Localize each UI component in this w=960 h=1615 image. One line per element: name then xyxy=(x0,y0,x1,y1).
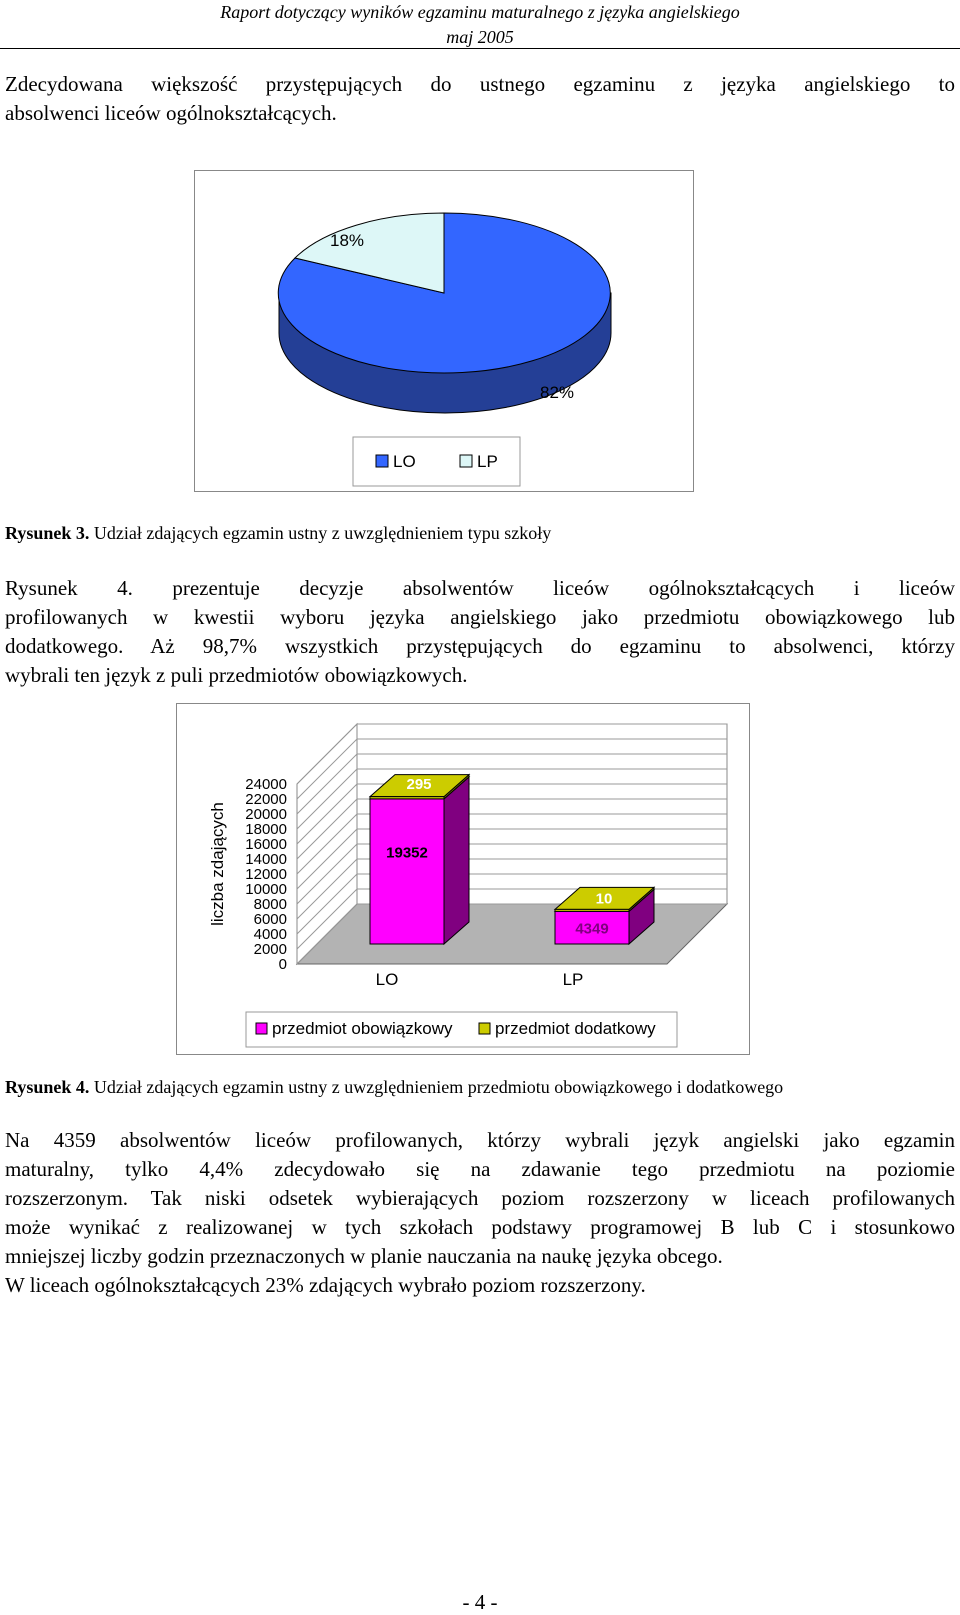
y-tick-label: 0 xyxy=(278,956,287,973)
pie-label-lo: 82% xyxy=(540,383,575,402)
figure3-caption xyxy=(5,522,551,544)
y-tick-label: 22000 xyxy=(245,791,287,808)
legend-swatch-lp xyxy=(460,455,472,467)
caption-text: Udział zdających egzamin ustny z uwzględnieniem typu szkoły xyxy=(89,523,552,543)
text-line: absolwenci liceów ogólnokształcących. xyxy=(5,101,337,125)
x-tick-label-lo: LO xyxy=(375,970,399,989)
y-axis-label: liczba zdających xyxy=(208,802,227,926)
y-tick-label: 12000 xyxy=(245,866,287,883)
x-tick-label-lp: LP xyxy=(562,970,584,989)
y-tick-label: 14000 xyxy=(245,851,287,868)
text-line: Zdecydowana większość przystępujących do ustnego egzaminu z języka angielskiego to xyxy=(5,72,955,96)
y-axis-ticks xyxy=(245,776,287,973)
legend-label-optional: przedmiot dodatkowy xyxy=(495,1019,656,1038)
caption-text: Udział zdających egzamin ustny z uwzględnieniem przedmiotu obowiązkowego i dodatkowego xyxy=(89,1077,784,1097)
text-line: dodatkowego. Aż 98,7% wszystkich przystępujących do egzaminu to absolwenci, którzy xyxy=(5,634,955,658)
text-line: może wynikać z realizowanej w tych szkołach podstawy programowej B lub C i stosunkowo xyxy=(5,1215,955,1239)
legend-label-mandatory: przedmiot obowiązkowy xyxy=(272,1019,453,1038)
text-line: rozszerzonym. Tak niski odsetek wybierających poziom rozszerzony w liceach profilowanych xyxy=(5,1186,955,1210)
bar-lo-series0 xyxy=(370,799,444,944)
text-line: mniejszej liczby godzin przeznaczonych w planie nauczania na naukę języka obcego. xyxy=(5,1244,723,1268)
y-tick-label: 24000 xyxy=(245,776,287,793)
legend-swatch-mandatory xyxy=(256,1023,267,1034)
data-label-lo-optional: 295 xyxy=(406,775,432,793)
text-line: Na 4359 absolwentów liceów profilowanych, którzy wybrali język angielski jako egzamin xyxy=(5,1128,955,1152)
figure3-chart-frame xyxy=(194,170,694,492)
y-tick-label: 18000 xyxy=(245,821,287,838)
figure4-bar-chart xyxy=(177,704,749,1054)
figure4-caption xyxy=(5,1076,783,1098)
pie-label-lp: 18% xyxy=(330,231,365,250)
y-tick-label: 20000 xyxy=(245,806,287,823)
y-tick-label: 4000 xyxy=(253,926,287,943)
data-label-lp-mandatory: 4349 xyxy=(575,920,609,938)
text-line: Rysunek 4. prezentuje decyzje absolwentów liceów ogólnokształcących i liceów xyxy=(5,576,955,600)
text-line: W liceach ogólnokształcących 23% zdających wybrało poziom rozszerzony. xyxy=(5,1273,646,1297)
figure4-intro-paragraph xyxy=(5,574,955,690)
y-tick-label: 10000 xyxy=(245,881,287,898)
bar-lo-series0-side xyxy=(444,777,469,944)
figure4-chart-frame xyxy=(176,703,750,1055)
page-header xyxy=(0,0,960,50)
bar-lo-series1 xyxy=(370,797,444,799)
header-date: maj 2005 xyxy=(446,27,514,47)
y-tick-label: 6000 xyxy=(253,911,287,928)
y-tick-label: 16000 xyxy=(245,836,287,853)
y-tick-label: 2000 xyxy=(253,941,287,958)
text-line: maturalny, tylko 4,4% zdecydowało się na zdawanie tego przedmiotu na poziomie xyxy=(5,1157,955,1181)
legend-swatch-optional xyxy=(479,1023,490,1034)
text-line: wybrali ten język z puli przedmiotów obowiązkowych. xyxy=(5,663,468,687)
header-divider xyxy=(0,48,960,49)
data-label-lo-mandatory: 19352 xyxy=(386,844,428,862)
figure3-pie-chart xyxy=(195,171,693,491)
intro-paragraph xyxy=(5,70,955,128)
text-line: profilowanych w kwestii wyboru języka angielskiego jako przedmiotu obowiązkowego lub xyxy=(5,605,955,629)
header-title: Raport dotyczący wyników egzaminu maturalnego z języka angielskiego xyxy=(220,2,740,22)
caption-label: Rysunek 4. xyxy=(5,1077,90,1097)
chart-floor xyxy=(297,904,727,964)
legend-label-lo: LO xyxy=(393,452,416,471)
y-tick-label: 8000 xyxy=(253,896,287,913)
legend-swatch-lo xyxy=(376,455,388,467)
page-number: - 4 - xyxy=(462,1590,498,1614)
data-label-lp-optional: 10 xyxy=(595,890,613,908)
bar-lp-series1 xyxy=(555,909,629,911)
conclusion-paragraph xyxy=(5,1126,955,1300)
caption-label: Rysunek 3. xyxy=(5,523,90,543)
legend-label-lp: LP xyxy=(477,452,498,471)
